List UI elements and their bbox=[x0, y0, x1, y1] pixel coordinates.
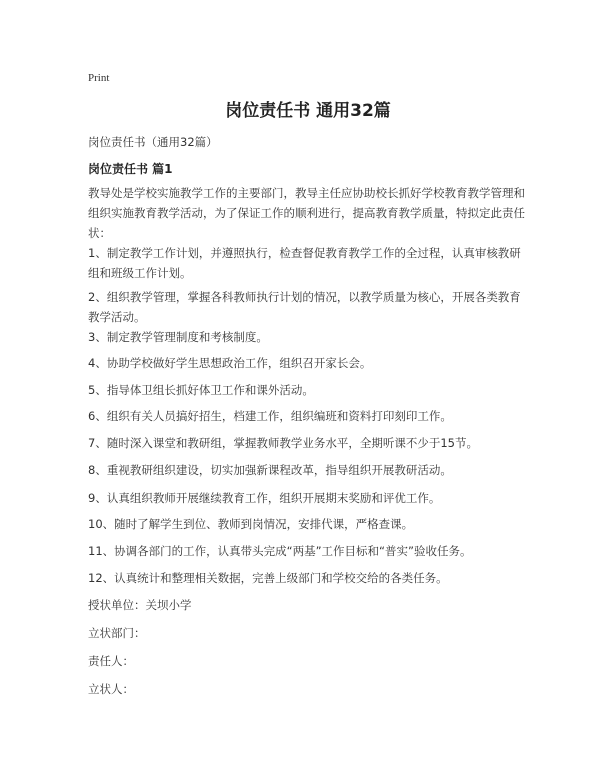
print-link[interactable]: Print bbox=[88, 72, 110, 84]
issuer-line: 授状单位：关坝小学 bbox=[88, 598, 192, 612]
section-heading: 岗位责任书 篇1 bbox=[88, 162, 173, 176]
duty-item: 11、协调各部门的工作，认真带头完成“两基”工作目标和“普实”验收任务。 bbox=[88, 544, 472, 558]
duty-item: 2、组织教学管理，掌握各科教师执行计划的情况，以教学质量为核心，开展各类教育教学活动。 bbox=[88, 290, 521, 324]
duty-item: 3、制定教学管理制度和考核制度。 bbox=[88, 330, 268, 344]
duty-item: 7、随时深入课堂和教研组，掌握教师教学业务水平，全期听课不少于15节。 bbox=[88, 436, 478, 450]
duty-item: 5、指导体卫组长抓好体卫工作和课外活动。 bbox=[88, 383, 314, 397]
signer-line: 立状人： bbox=[88, 682, 134, 696]
duty-item: 1、制定教学工作计划，并遵照执行，检查督促教育教学工作的全过程，认真审核教研组和班级工作计划。 bbox=[88, 246, 521, 280]
responsible-line: 责任人： bbox=[88, 654, 134, 668]
duty-item: 8、重视教研组织建设，切实加强新课程改革，指导组织开展教研活动。 bbox=[88, 463, 452, 477]
duty-item: 9、认真组织教师开展继续教育工作，组织开展期末奖励和评优工作。 bbox=[88, 491, 441, 505]
page-title: 岗位责任书 通用32篇 bbox=[225, 101, 391, 121]
duty-item: 4、协助学校做好学生思想政治工作，组织召开家长会。 bbox=[88, 356, 372, 370]
duty-item: 6、组织有关人员搞好招生，档建工作，组织编班和资料打印刻印工作。 bbox=[88, 409, 452, 423]
department-line: 立状部门： bbox=[88, 626, 146, 640]
intro-paragraph: 教导处是学校实施教学工作的主要部门，教导主任应协助校长抓好学校教育教学管理和组织实施教育教学活动，为了保证工作的顺利进行，提高教育教学质量，特拟定此责任状： bbox=[88, 186, 525, 240]
duty-item: 10、随时了解学生到位、教师到岗情况，安排代课，严格查课。 bbox=[88, 517, 414, 531]
duty-item: 12、认真统计和整理相关数据，完善上级部门和学校交给的各类任务。 bbox=[88, 571, 448, 585]
document-subtitle: 岗位责任书（通用32篇） bbox=[88, 135, 218, 149]
